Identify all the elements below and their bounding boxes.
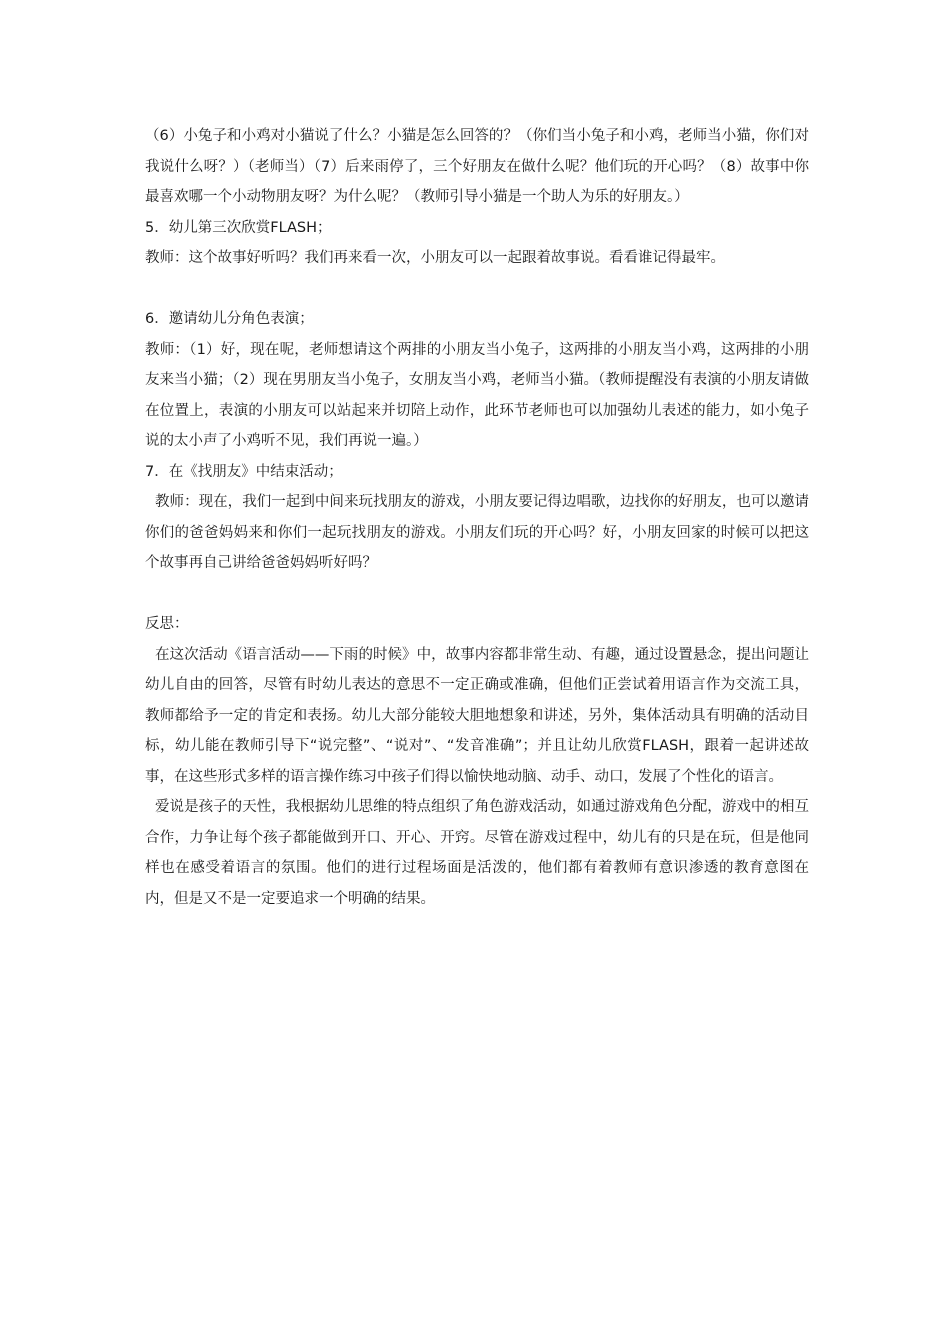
step-6-teacher-text: 教师：（1）好，现在呢，老师想请这个两排的小朋友当小兔子，这两排的小朋友当小鸡，这两排的小朋友来当小猫；（2）现在男朋友当小兔子，女朋友当小鸡，老师当小猫。（教师提醒没有表演的小朋友请做在位置上，表演的小朋友可以站起来并切陪上动作，此环节老师也可以加强幼儿表述的能力，如小兔子说的太小声了小鸡听不见，我们再说一遍。） <box>145 341 809 449</box>
reflection-paragraph-1: 在这次活动《语言活动——下雨的时候》中，故事内容都非常生动、有趣，通过设置悬念，提出问题让幼儿自由的回答，尽管有时幼儿表达的意思不一定正确或准确，但他们正尝试着用语言作为交流工具，教师都给予一定的肯定和表扬。幼儿大部分能较大胆地想象和讲述，另外，集体活动具有明确的活动目标，幼儿能在教师引导下“说完整”、“说对”、“发音准确”；并且让幼儿欣赏FLASH，跟着一起讲述故事，在这些形式多样的语言操作练习中孩子们得以愉快地动脑、动手、动口，发展了个性化的语言。 <box>145 646 809 785</box>
reflection-paragraph-2: 爱说是孩子的天性，我根据幼儿思维的特点组织了角色游戏活动，如通过游戏角色分配，游戏中的相互合作，力争让每个孩子都能做到开口、开心、开窍。尽管在游戏过程中，幼儿有的只是在玩，但是他同样也在感受着语言的氛围。他们的进行过程场面是活泼的，他们都有着教师有意识渗透的教育意图在内，但是又不是一定要追求一个明确的结果。 <box>145 799 809 907</box>
step-5-teacher-text: 教师：这个故事好听吗？我们再来看一次，小朋友可以一起跟着故事说。看看谁记得最牢。 <box>145 250 725 266</box>
reflection-heading: 反思： <box>145 616 189 632</box>
document-page <box>145 121 809 914</box>
step-7-heading: 7．在《找朋友》中结束活动； <box>145 463 343 480</box>
step-6-heading: 6．邀请幼儿分角色表演； <box>145 311 314 327</box>
blank-line <box>145 579 809 610</box>
step-7-teacher-text: 教师：现在，我们一起到中间来玩找朋友的游戏，小朋友要记得边唱歌，边找你的好朋友，也可以邀请你们的爸爸妈妈来和你们一起玩找朋友的游戏。小朋友们玩的开心吗？好，小朋友回家的时候可以把这个故事再自己讲给爸爸妈妈听好吗？ <box>145 494 809 571</box>
blank-line <box>145 274 809 305</box>
step-5-heading: 5．幼儿第三次欣赏FLASH； <box>145 219 332 236</box>
paragraph-questions-6-8: （6）小兔子和小鸡对小猫说了什么？小猫是怎么回答的？（你们当小兔子和小鸡，老师当小猫，你们对我说什么呀？）（老师当）（7）后来雨停了，三个好朋友在做什么呢？他们玩的开心吗？（8）故事中你最喜欢哪一个小动物朋友呀？为什么呢？（教师引导小猫是一个助人为乐的好朋友。） <box>145 128 809 205</box>
